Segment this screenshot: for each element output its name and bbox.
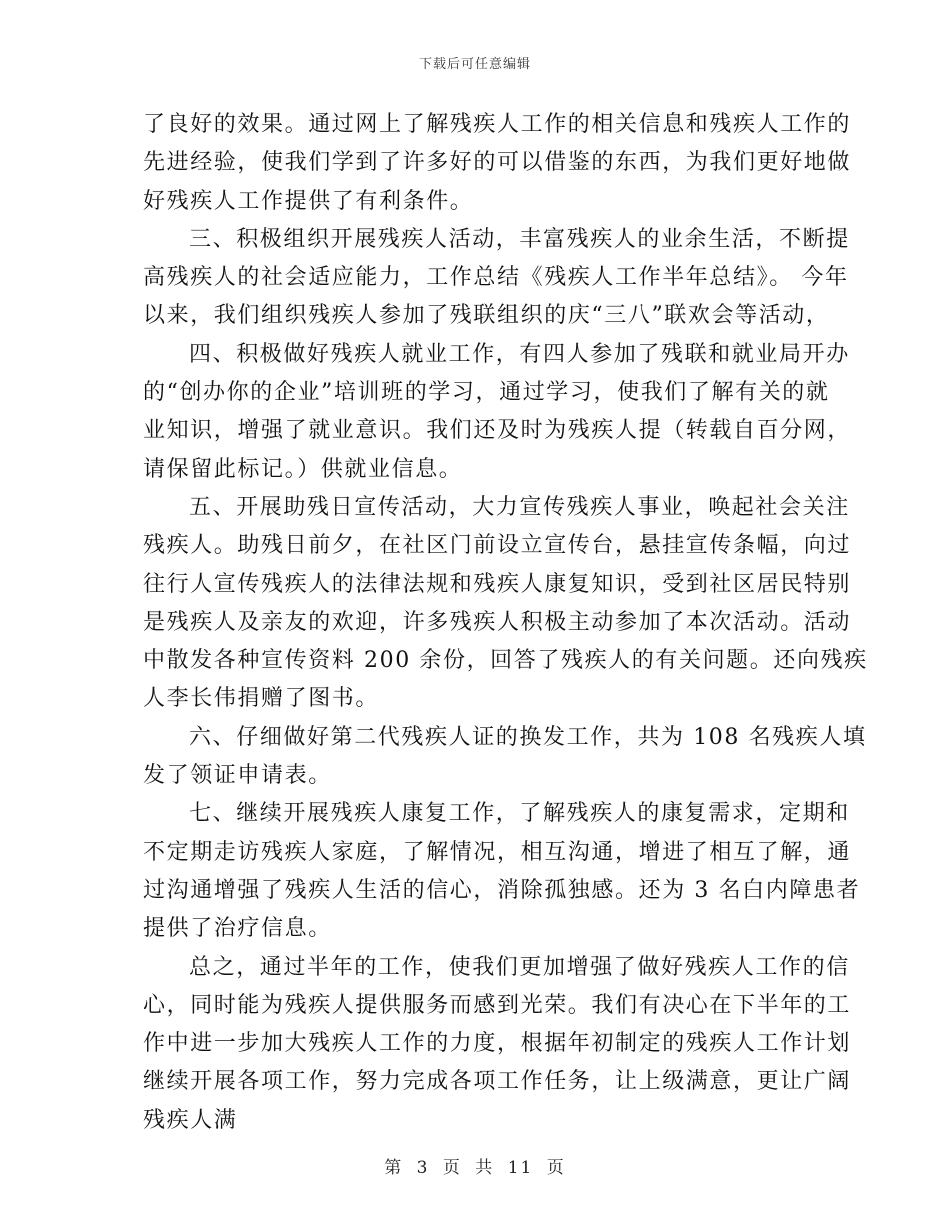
text-line: 六、仔细做好第二代残疾人证的换发工作，共为 108 名残疾人填	[189, 724, 867, 750]
text-line: 先进经验，使我们学到了许多好的可以借鉴的东西，为我们更好地做	[143, 150, 852, 176]
paragraph-continuation	[143, 106, 852, 221]
text-line: 业知识，增强了就业意识。我们还及时为残疾人提（转载自百分网，	[143, 418, 852, 444]
text-line: 三、积极组织开展残疾人活动，丰富残疾人的业余生活，不断提	[189, 226, 850, 252]
page-number-footer: 第 3 页 共 11 页	[384, 1158, 566, 1178]
text-line: 作中进一步加大残疾人工作的力度，根据年初制定的残疾人工作计划	[143, 1031, 852, 1057]
text-line: 过沟通增强了残疾人生活的信心，消除孤独感。还为 3 名白内障患者	[143, 877, 861, 903]
paragraph-section-4	[143, 336, 852, 489]
text-line: 提供了治疗信息。	[143, 916, 332, 942]
text-line: 总之，通过半年的工作，使我们更加增强了做好残疾人工作的信	[189, 954, 850, 980]
text-line: 继续开展各项工作，努力完成各项工作任务，让上级满意，更让广阔	[143, 1069, 852, 1095]
paragraph-conclusion	[143, 949, 852, 1140]
text-line: 了良好的效果。通过网上了解残疾人工作的相关信息和残疾人工作的	[143, 112, 852, 137]
text-line: 高残疾人的社会适应能力，工作总结《残疾人工作半年总结》。 今年	[143, 265, 849, 291]
text-line: 请保留此标记。）供就业信息。	[143, 456, 463, 482]
text-line: 残疾人满	[143, 1107, 238, 1133]
text-line: 中散发各种宣传资料 200 余份，回答了残疾人的有关问题。还向残疾	[143, 648, 868, 674]
text-line: 七、继续开展残疾人康复工作，了解残疾人的康复需求，定期和	[189, 801, 850, 827]
text-line: 残疾人。助残日前夕，在社区门前设立宣传台，悬挂宣传条幅，向过	[143, 533, 852, 559]
text-line: 五、开展助残日宣传活动，大力宣传残疾人事业，唤起社会关注	[189, 494, 850, 520]
document-body	[143, 106, 868, 1140]
text-line: 以来，我们组织残疾人参加了残联组织的庆“三八”联欢会等活动，	[143, 303, 830, 329]
text-line: 人李长伟捐赠了图书。	[143, 686, 380, 712]
text-line: 四、积极做好残疾人就业工作，有四人参加了残联和就业局开办	[189, 341, 850, 367]
text-line: 的“创办你的企业”培训班的学习，通过学习，使我们了解有关的就	[143, 380, 830, 406]
paragraph-section-7	[143, 795, 861, 948]
text-line: 不定期走访残疾人家庭，了解情况，相互沟通，增进了相互了解，通	[143, 839, 852, 865]
paragraph-section-3	[143, 221, 850, 336]
page-header-note: 下载后可任意编辑	[418, 57, 531, 72]
text-line: 发了领证申请表。	[143, 763, 332, 789]
text-line: 是残疾人及亲友的欢迎，许多残疾人积极主动参加了本次活动。活动	[143, 609, 852, 635]
paragraph-section-5	[143, 489, 868, 719]
text-line: 好残疾人工作提供了有利条件。	[143, 188, 474, 214]
paragraph-section-6	[143, 719, 867, 796]
text-line: 往行人宣传残疾人的法律法规和残疾人康复知识，受到社区居民特别	[143, 571, 852, 597]
text-line: 心，同时能为残疾人提供服务而感到光荣。我们有决心在下半年的工	[143, 992, 852, 1018]
